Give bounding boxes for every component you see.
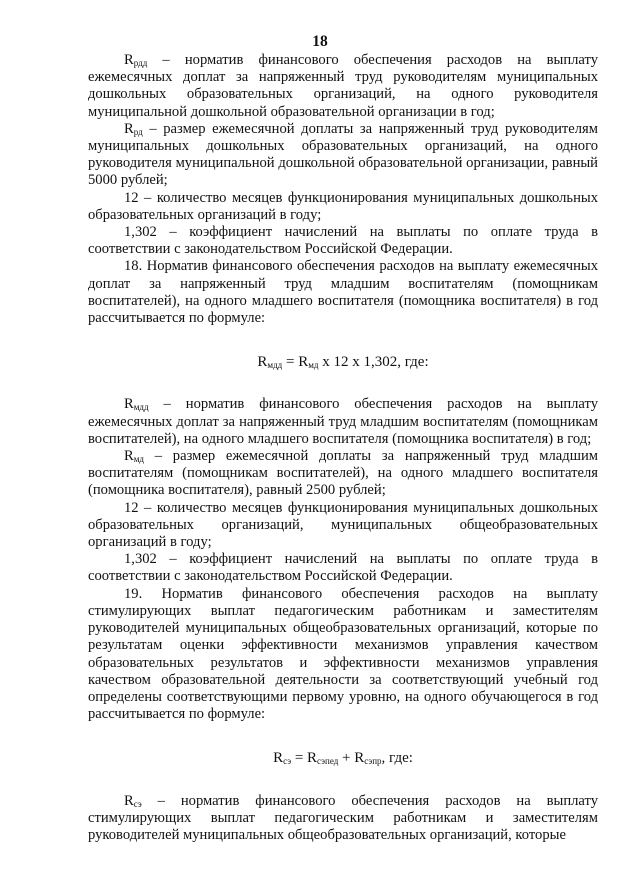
paragraph: [88, 224, 598, 258]
formula-text: x 12 x 1,302, где:: [318, 354, 429, 371]
formula-subscript: мд: [308, 360, 319, 371]
paragraph-text: 12 – количество месяцев функционирования муниципальных дошкольных образовательных организаций в году;: [88, 189, 598, 223]
paragraph-text: 1,302 – коэффициент начислений на выплаты по оплате труда в соответствии с законодательством Российской Федерации.: [88, 551, 598, 585]
paragraph-text: – размер ежемесячной доплаты за напряженный труд руководителям муниципальных дошкольных образовательных организаций, на одного руководителя муниципальной дошкольной образовательной организации, равный 5000 рублей;: [88, 120, 598, 189]
paragraph-text: – норматив финансового обеспечения расходов на выплату стимулирующих выплат педагогическим работникам и заместителям руководителей муниципальных общеобразовательных организаций, которые: [88, 792, 598, 843]
formula-subscript: сэпед: [317, 756, 339, 767]
paragraph: [88, 190, 598, 224]
formula-text: = R: [291, 750, 318, 767]
paragraph-text: 18. Норматив финансового обеспечения расходов на выплату ежемесячных доплат за напряженный труд младшим воспитателям (помощникам воспитателей), на одного младшего воспитателя (помощника воспитателя) в год рассчитывается по формуле:: [88, 258, 598, 327]
paragraph: [88, 52, 598, 121]
formula-subscript: сэпр: [364, 756, 382, 767]
formula: [88, 750, 598, 767]
formula-text: R: [257, 354, 268, 371]
paragraph: [88, 258, 598, 327]
paragraph: [88, 121, 598, 190]
paragraph-text: 12 – количество месяцев функционирования муниципальных дошкольных образовательных организаций, муниципальных общеобразовательных организаций в году;: [88, 499, 598, 551]
paragraph: [88, 396, 598, 448]
page-number: 18: [312, 33, 328, 50]
symbol: R: [124, 120, 134, 137]
formula-text: R: [273, 750, 284, 767]
paragraph: [88, 448, 598, 500]
paragraph: [88, 586, 598, 724]
formula-text: = R: [282, 354, 309, 371]
symbol-subscript: рдд: [133, 58, 148, 68]
symbol: R: [124, 396, 134, 413]
document-body: [88, 52, 598, 844]
paragraph: [88, 793, 598, 845]
paragraph-text: 1,302 – коэффициент начислений на выплаты по оплате труда в соответствии с законодательством Российской Федерации.: [88, 224, 598, 258]
symbol-subscript: мдд: [133, 402, 149, 413]
paragraph-text: – размер ежемесячной доплаты за напряженный труд младшим воспитателям (помощникам воспитателей), на одного младшего воспитателя (помощника воспитателя), равный 2500 рублей;: [88, 448, 598, 499]
paragraph-text: 19. Норматив финансового обеспечения расходов на выплату стимулирующих выплат педагогическим работникам и заместителям руководителей муниципальных общеобразовательных организаций, которые по результатам оценки эффективности механизмов управления качеством образовательных результатов и эффективности механизмов управления качеством образовательной деятельности за соответствующий учебный год определены соответствующими первому уровню, на одного обучающегося в год рассчитывается по формуле:: [88, 585, 598, 723]
formula-text: + R: [338, 750, 365, 767]
formula: [88, 354, 598, 371]
formula-subscript: мдд: [267, 360, 283, 371]
symbol-subscript: сэ: [133, 798, 142, 809]
formula-subscript: сэ: [283, 756, 292, 767]
symbol-subscript: рд: [133, 126, 143, 137]
paragraph: [88, 500, 598, 552]
symbol-subscript: мд: [133, 454, 145, 465]
paragraph: [88, 551, 598, 585]
symbol: R: [124, 792, 134, 809]
paragraph-text: – норматив финансового обеспечения расходов на выплату ежемесячных доплат за напряженный труд младшим воспитателям (помощникам воспитателей), на одного младшего воспитателя (помощника воспитателя) в год;: [88, 396, 598, 447]
formula-text: , где:: [381, 750, 413, 767]
symbol: R: [124, 448, 134, 465]
paragraph-text: – норматив финансового обеспечения расходов на выплату ежемесячных доплат за напряженный труд руководителям муниципальных дошкольных образовательных организаций, на одного руководителя муниципальной дошкольной образовательной организации в год;: [88, 52, 598, 120]
symbol: R: [124, 52, 134, 68]
